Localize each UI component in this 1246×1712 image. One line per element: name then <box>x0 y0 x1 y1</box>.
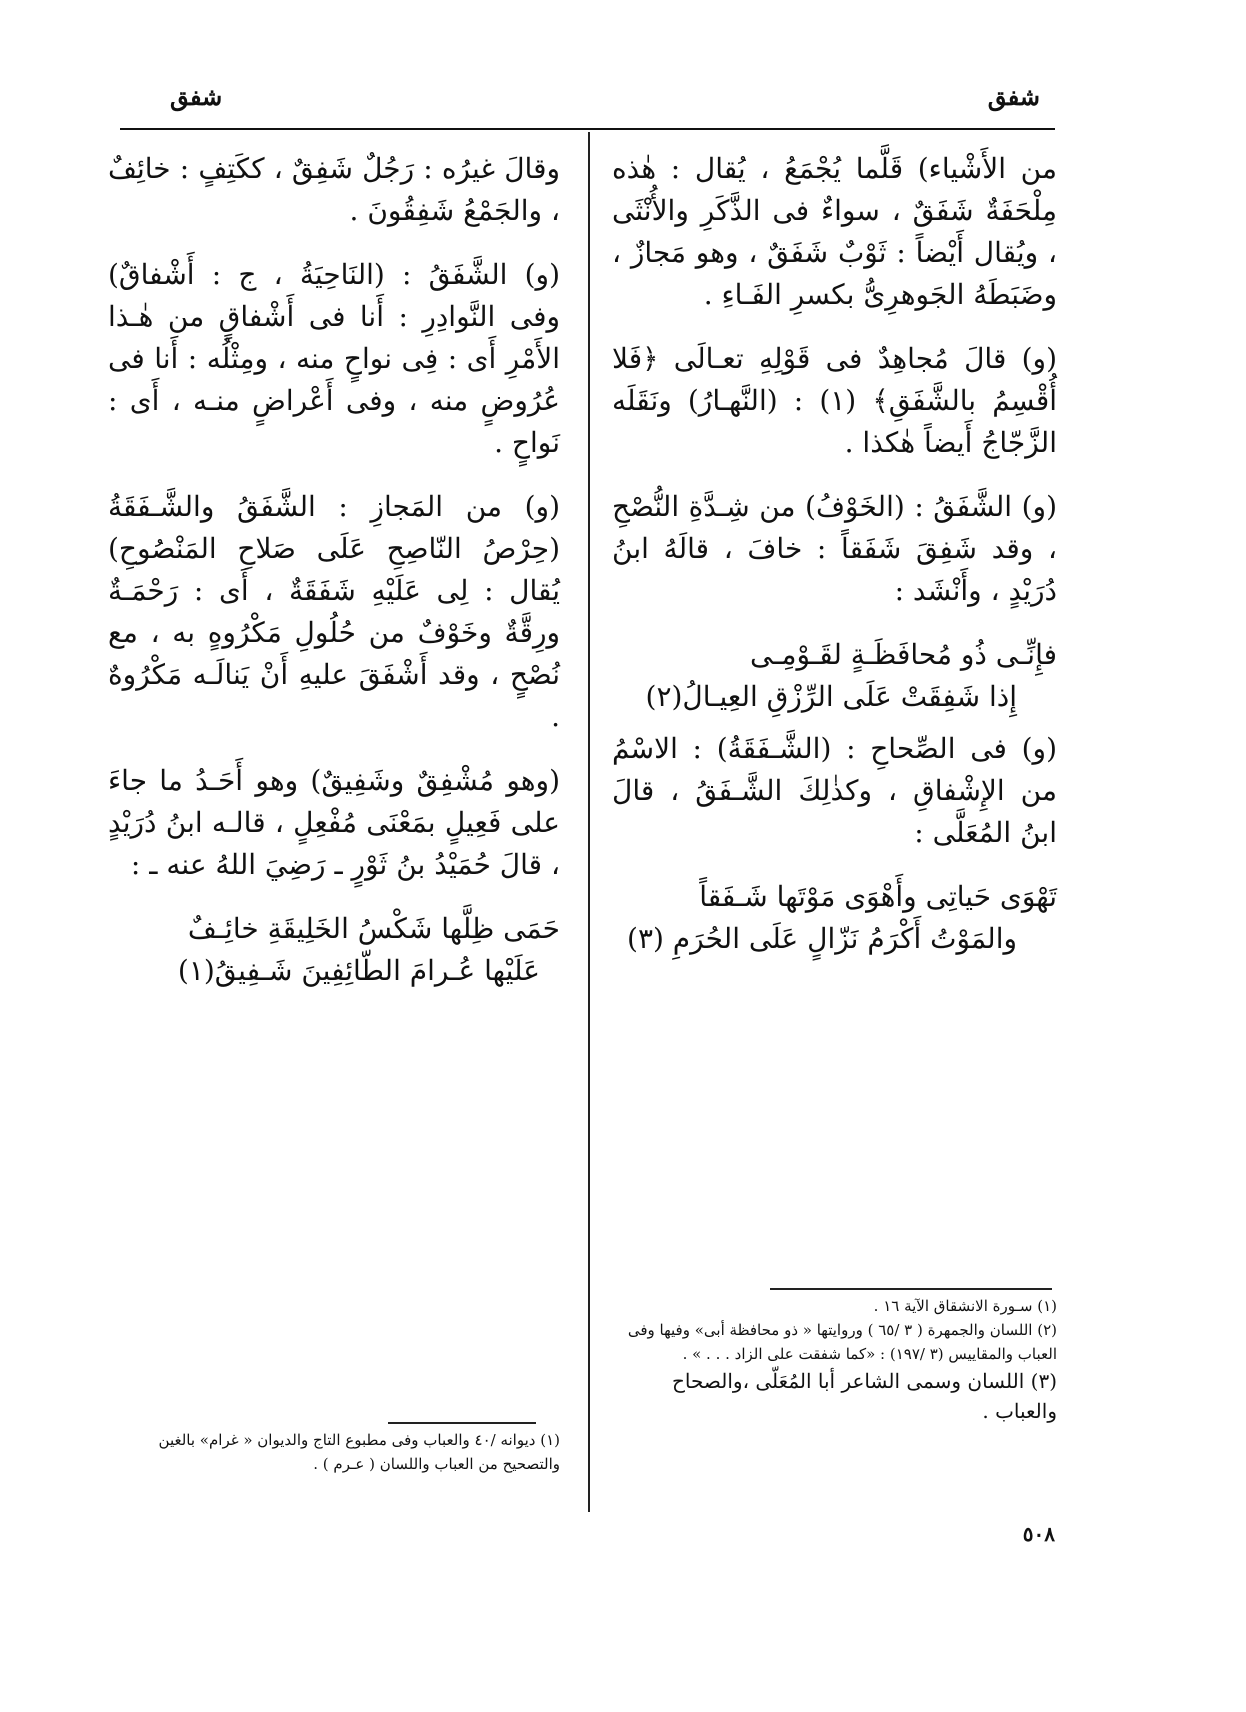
footnote-rule-left <box>388 1422 536 1424</box>
right-paragraph-4: (و) فى الصِّحاحِ : (الشَّـفَقَةُ) : الاسْمُ من الإِشْفاقِ ، وكذٰلِكَ الشَّـفَقُ ، قالَ ابنُ المُعَلَّى : <box>612 732 1057 849</box>
verse-hemistich-first: حَمَى ظِلَّها شَكْسُ الخَلِيقَةِ خائِـفٌ <box>187 912 560 945</box>
left-footnotes <box>108 1428 560 1476</box>
footnote-2: (٢) اللسان والجمهرة ( ٣ /٦٥ ) وروايتها « ذو محافظة أبى» وفيها وفى العباب والمقاييس (٣ /١٩٧) : «كما شفقت على الزاد . . . » . <box>627 1321 1057 1363</box>
page-number: ٥٠٨ <box>1022 1522 1055 1546</box>
right-verse-2 <box>612 876 1057 960</box>
right-verse-1 <box>612 634 1057 718</box>
header-rule <box>120 128 1055 130</box>
verse-hemistich-second: والمَوْتُ أَكْرَمُ نَزّالٍ عَلَى الحُرَمِ (٣) <box>627 922 1017 955</box>
running-head-left: شفق <box>170 82 223 111</box>
left-paragraph-2: (و) الشَّفَقُ : (النَاحِيَةُ ، ج : أَشْفاقٌ) وفى النَّوادِرِ : أَنا فى أَشْفاقٍ من هٰـذا الأَمْرِ أَى : فِى نواحٍ منه ، ومِثْلُه : أَنا فى عُرُوضٍ منه ، وفى أَعْراضٍ منـه ، أَى : نَواحٍ . <box>108 258 560 459</box>
footnote-1: (١) سـورة الانشقاق الآية ١٦ . <box>873 1297 1057 1315</box>
left-paragraph-3: (و) من المَجازِ : الشَّفَقُ والشَّـفَقَةُ (حِرْصُ النّاصِحِ عَلَى صَلاحِ المَنْصُوحِ) يُقال : لِى عَلَيْهِ شَفَقَةٌ ، أَى : رَحْمَـةٌ ورِقَّةٌ وخَوْفٌ من حُلُولِ مَكْرُوهٍ به ، مع نُصْحٍ ، وقد أَشْفَقَ عليهِ أَنْ يَنالَـه مَكْرُوهٌ . <box>108 490 560 733</box>
left-paragraph-1: وقالَ غيرُه : رَجُلٌ شَفِقٌ ، ككَتِفٍ : خائِفٌ ، والجَمْعُ شَفِقُونَ . <box>108 152 560 227</box>
footnote-rule-right <box>770 1288 1052 1290</box>
right-footnotes <box>612 1294 1057 1426</box>
left-paragraph-4: (وهو مُشْفِقٌ وشَفِيقٌ) وهو أَحَـدُ ما جاءَ على فَعِيلٍ بمَعْنَى مُفْعِلٍ ، قالـه ابنُ دُرَيْدٍ ، قالَ حُمَيْدُ بنُ ثَوْرٍ ـ رَضِيَ اللهُ عنه ـ : <box>108 764 560 881</box>
verse-hemistich-second: إِذا شَفِقَتْ عَلَى الرِّزْقِ العِيـالُ(٢) <box>645 680 1017 713</box>
footnote-1: (١) ديوانه /٤٠ والعباب وفى مطبوع التاج والديوان « غرام» بالغين والتصحيح من العباب واللسان ( عـرم ) . <box>158 1431 560 1473</box>
footnote-3: (٣) اللسان وسمى الشاعر أبا المُعَلّى ،والصحاح والعباب . <box>672 1369 1057 1423</box>
column-divider <box>588 132 590 1512</box>
verse-hemistich-first: تَهْوَى حَياتِى وأَهْوَى مَوْتَها شَـفَقاً <box>699 880 1057 913</box>
verse-hemistich-first: فإِنِّـى ذُو مُحافَظَـةٍ لقَـوْمِـى <box>749 638 1057 671</box>
verse-hemistich-second: عَلَيْها عُـرامَ الطّائِفِينَ شَـفِيقُ(١) <box>177 954 540 987</box>
running-head-right: شفق <box>987 82 1040 111</box>
right-paragraph-3: (و) الشَّفَقُ : (الخَوْفُ) من شِـدَّةِ النُّصْحِ ، وقد شَفِقَ شَفَقاً : خافَ ، قالَهُ ابنُ دُرَيْدٍ ، وأَنْشَد : <box>612 490 1057 607</box>
right-paragraph-1: من الأَشْياء) قَلَّما يُجْمَعُ ، يُقال : هٰذه مِلْحَفَةٌ شَفَقٌ ، سواءٌ فى الذَّكَرِ والأُنْثَى ، ويُقال أَيْضاً : ثَوْبٌ شَفَقٌ ، وهو مَجازٌ ، وضَبَطَهُ الجَوهرِىُّ بكسرِ الفَـاءِ . <box>612 152 1057 311</box>
left-column <box>108 148 560 1002</box>
left-verse <box>108 908 560 992</box>
right-paragraph-2: (و) قالَ مُجاهِدٌ فى قَوْلِهِ تعـالَى ﴿فَلا أُقْسِمُ بالشَّفَقِ﴾ (١) : (النَّهـارُ) ونَقَلَه الزَّجّاجُ أَيضاً هٰكذا . <box>612 342 1057 459</box>
right-column <box>612 148 1057 970</box>
